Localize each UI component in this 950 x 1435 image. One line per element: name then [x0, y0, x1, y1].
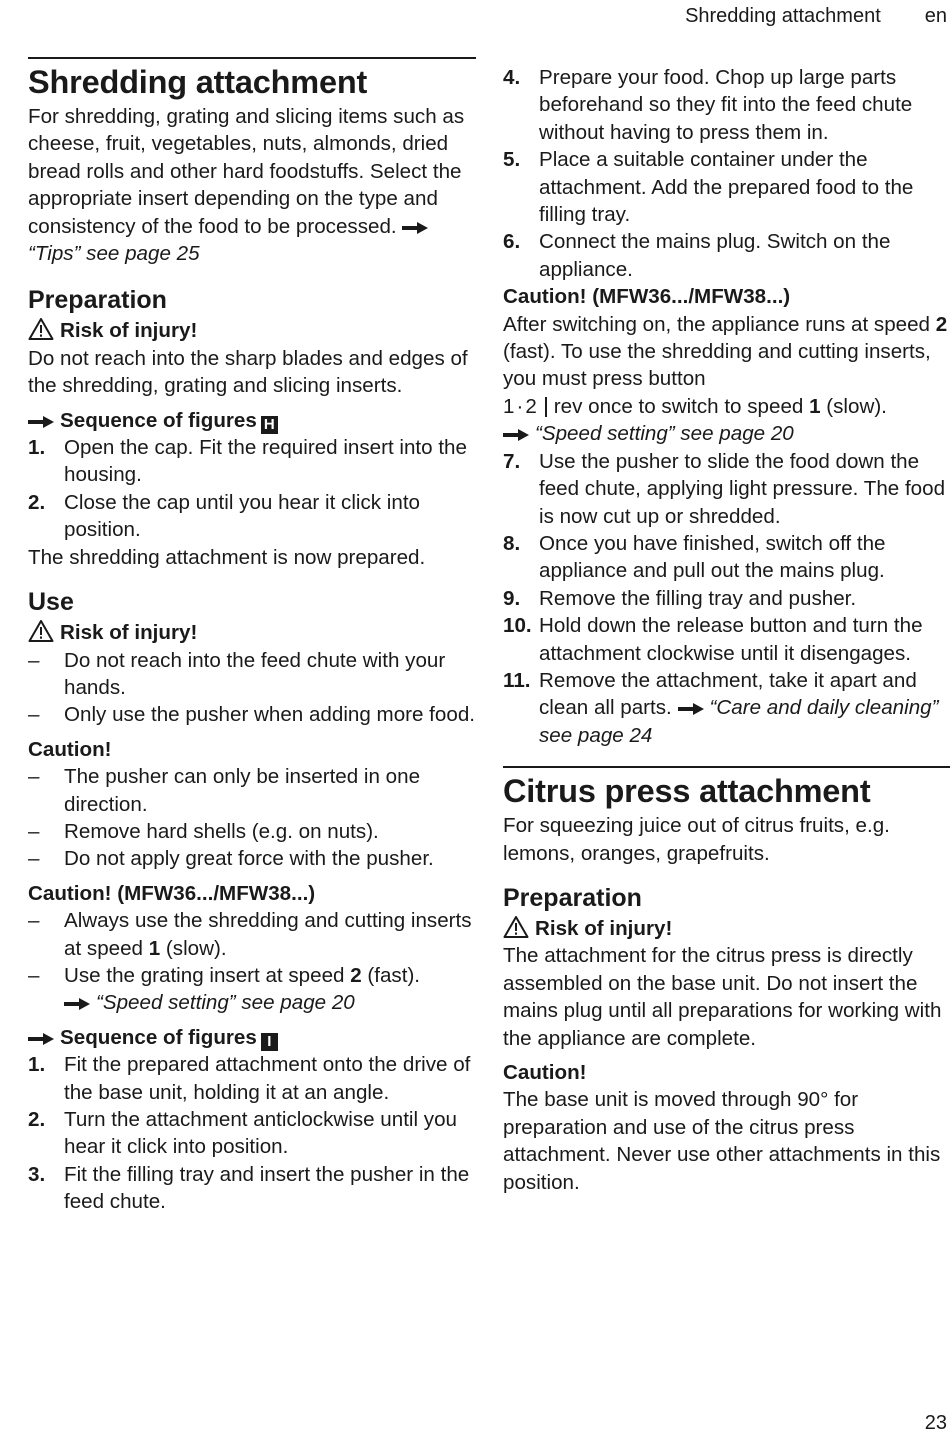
section-title-shredding: Shredding attachment [28, 64, 368, 100]
list-item: – Do not apply great force with the pusher. [28, 847, 434, 871]
speed-button-label: 1 · 2 rev [503, 394, 583, 418]
preparation-heading: Preparation [503, 883, 642, 912]
warning-text: The attachment for the citrus press is directly assembled on the base unit. Do not insert the mains plug until all preparations for working with the appliance are complete. [503, 944, 942, 1050]
arrow-right-icon [678, 702, 704, 716]
caution-label: Caution! [28, 737, 112, 761]
caution-model-label: Caution! (MFW36.../MFW38...) [28, 881, 316, 905]
speed-setting-reference: “Speed setting” see page 20 [535, 422, 794, 446]
list-item: 5. Place a suitable container under the attachment. Add the prepared food to the filling tray. [503, 148, 914, 227]
speed-setting-reference: “Speed setting” see page 20 [96, 991, 355, 1015]
list-item: – Only use the pusher when adding more food. [28, 703, 475, 727]
warning-triangle-icon [28, 620, 54, 642]
right-column [503, 64, 950, 1196]
arrow-right-icon [64, 997, 90, 1011]
figure-label-icon: I [261, 1033, 278, 1051]
list-item: 9. Remove the filling tray and pusher. [503, 586, 857, 610]
list-item: 2. Turn the attachment anticlockwise until you hear it click into position. [28, 1108, 458, 1159]
list-item: – Do not reach into the feed chute with your hands. [28, 648, 446, 699]
section-rule [503, 766, 950, 768]
risk-of-injury-warning: Risk of injury! [28, 317, 476, 344]
page-number: 23 [924, 1412, 947, 1434]
warning-text: Do not reach into the sharp blades and edges of the shredding, grating and slicing inserts. [28, 346, 468, 398]
list-item: 1. Open the cap. Fit the required insert into the housing. [28, 436, 467, 487]
list-item: – Always use the shredding and cutting inserts at speed 1 (slow). [28, 909, 472, 960]
caution-text: After switching on, the appliance runs at speed 2 (fast). To use the shredding and cutting inserts, you must press button 1 · 2 rev once to switch to speed 1 (slow). “Speed setting” see page 20 [503, 312, 948, 446]
list-item: 6. Connect the mains plug. Switch on the appliance. [503, 230, 891, 281]
arrow-right-icon [503, 428, 529, 442]
sequence-of-figures: Sequence of figures H [28, 407, 476, 434]
figure-label-icon: H [261, 416, 278, 434]
citrus-intro: For squeezing juice out of citrus fruits, e.g. lemons, oranges, grapefruits. [503, 814, 890, 865]
warning-triangle-icon [503, 916, 529, 938]
list-item: 8. Once you have finished, switch off the appliance and pull out the mains plug. [503, 531, 886, 583]
list-item: – The pusher can only be inserted in one direction. [28, 765, 421, 816]
caution-text: The base unit is moved through 90° for preparation and use of the citrus press attachment. Never use other attachments in this position. [503, 1088, 941, 1194]
care-cleaning-reference: “Care and daily cleaning” see page 24 [539, 696, 939, 747]
arrow-right-icon [28, 415, 54, 429]
list-item: – Remove hard shells (e.g. on nuts). [28, 819, 379, 843]
sequence-of-figures: Sequence of figures I [28, 1024, 476, 1051]
list-item: – Use the grating insert at speed 2 (fast). “Speed setting” see page 20 [28, 963, 421, 1015]
running-header [685, 5, 947, 28]
list-item: 11. Remove the attachment, take it apart and clean all parts. “Care and daily cleaning” see page 24 [503, 668, 939, 747]
caution-model-label: Caution! (MFW36.../MFW38...) [503, 285, 791, 309]
header-language: en [924, 5, 947, 27]
preparation-done-text: The shredding attachment is now prepared. [28, 545, 426, 569]
warning-triangle-icon [28, 318, 54, 340]
tips-reference: “Tips” see page 25 [28, 242, 200, 266]
list-item: 2. Close the cap until you hear it click into position. [28, 490, 420, 542]
list-item: 7. Use the pusher to slide the food down the feed chute, applying light pressure. The food is now cut up or shredded. [503, 449, 946, 528]
preparation-heading: Preparation [28, 286, 167, 315]
risk-of-injury-warning: Risk of injury! [28, 619, 476, 646]
list-item: 1. Fit the prepared attachment onto the drive of the base unit, holding it at an angle. [28, 1053, 471, 1104]
risk-of-injury-warning: Risk of injury! [503, 915, 950, 942]
left-column [28, 57, 476, 1216]
arrow-right-icon [402, 221, 428, 235]
caution-label: Caution! [503, 1061, 587, 1084]
list-item: 10. Hold down the release button and turn the attachment clockwise until it disengages. [503, 614, 923, 665]
section-rule [28, 57, 476, 59]
use-heading: Use [28, 588, 74, 617]
shredding-intro: For shredding, grating and slicing items such as cheese, fruit, vegetables, nuts, almonds, dried bread rolls and other hard foodstuffs. Select the appropriate insert depending on the type and consistency of the food to be processed. “Tips” see page 25 [28, 105, 465, 266]
arrow-right-icon [28, 1032, 54, 1046]
section-title-citrus: Citrus press attachment [503, 773, 871, 810]
list-item: 3. Fit the filling tray and insert the pusher in the feed chute. [28, 1162, 470, 1214]
list-item: 4. Prepare your food. Chop up large parts beforehand so they fit into the feed chute without having to press them in. [503, 66, 913, 144]
header-section-title: Shredding attachment [685, 5, 881, 27]
